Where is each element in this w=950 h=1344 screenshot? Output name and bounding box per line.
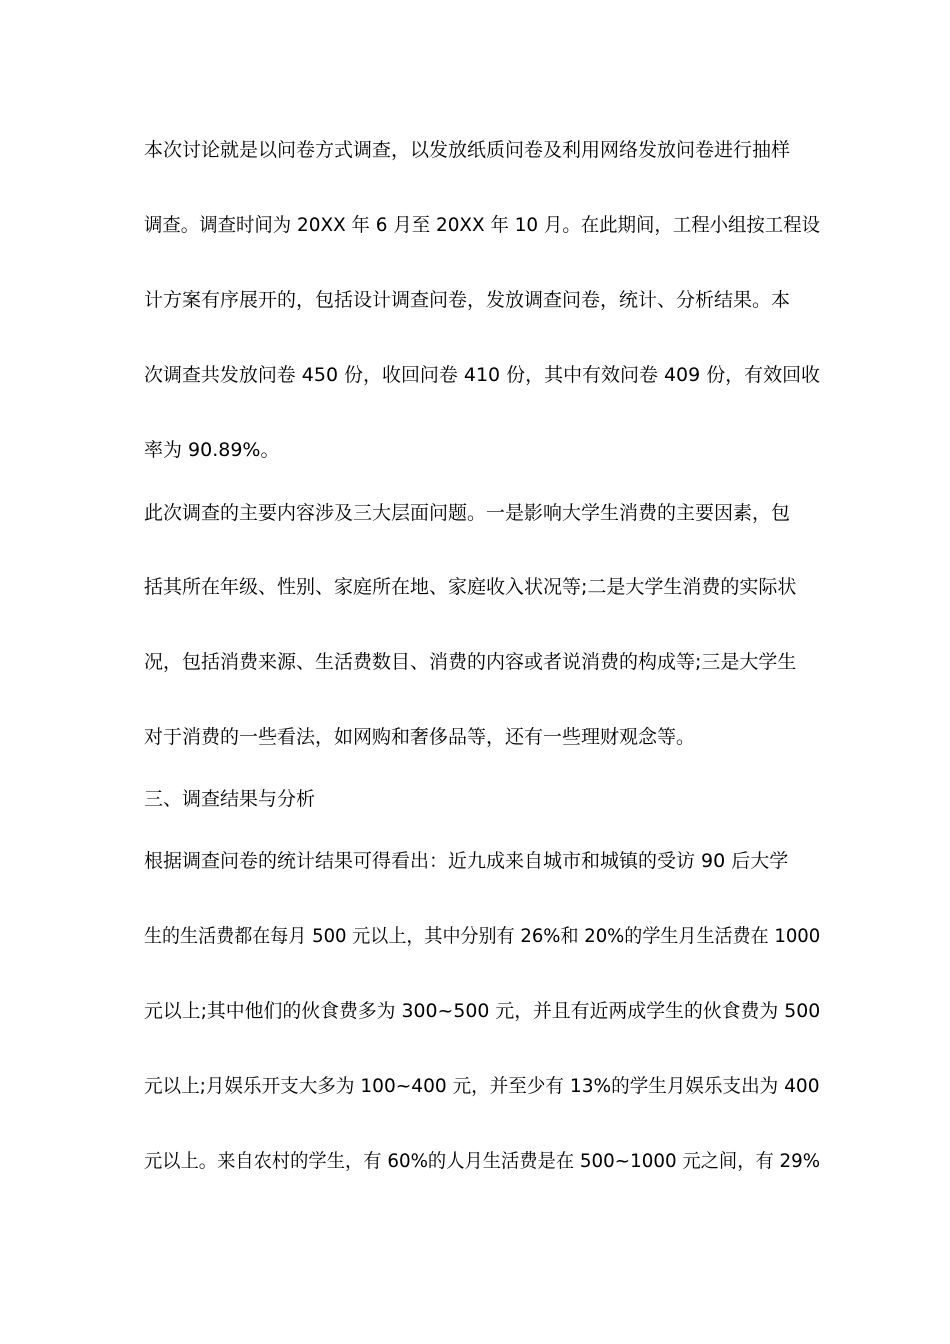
- paragraph-line: 计方案有序展开的，包括设计调查问卷，发放调查问卷，统计、分析结果。本: [144, 289, 791, 311]
- paragraph-line: 调查。调查时间为 20XX 年 6 月至 20XX 年 10 月。在此期间，工程小组按工程设: [144, 214, 821, 236]
- paragraph-line: 本次讨论就是以问卷方式调查，以发放纸质问卷及利用网络发放问卷进行抽样: [144, 139, 791, 161]
- paragraph-line: 次调查共发放问卷 450 份，收回问卷 410 份，其中有效问卷 409 份，有效回收: [144, 364, 821, 386]
- paragraph-line: 生的生活费都在每月 500 元以上，其中分别有 26%和 20%的学生月生活费在 1000: [144, 925, 821, 947]
- paragraph-line: 况，包括消费来源、生活费数目、消费的内容或者说消费的构成等;三是大学生: [144, 651, 797, 673]
- paragraph-line: 此次调查的主要内容涉及三大层面问题。一是影响大学生消费的主要因素，包: [144, 502, 791, 524]
- paragraph-line: 根据调查问卷的统计结果可得看出：近九成来自城市和城镇的受访 90 后大学: [144, 850, 789, 872]
- paragraph-line: 对于消费的一些看法，如网购和奢侈品等，还有一些理财观念等。: [144, 726, 696, 748]
- paragraph-line: 元以上;其中他们的伙食费多为 300~500 元，并且有近两成学生的伙食费为 500: [144, 1000, 821, 1022]
- section-heading: 三、调查结果与分析: [144, 788, 316, 810]
- paragraph-line: 括其所在年级、性别、家庭所在地、家庭收入状况等;二是大学生消费的实际状: [144, 576, 797, 598]
- paragraph-line: 元以上。来自农村的学生，有 60%的人月生活费是在 500~1000 元之间，有 29%: [144, 1150, 821, 1172]
- paragraph-line: 率为 90.89%。: [144, 439, 280, 461]
- paragraph-line: 元以上;月娱乐开支大多为 100~400 元，并至少有 13%的学生月娱乐支出为 400: [144, 1075, 820, 1097]
